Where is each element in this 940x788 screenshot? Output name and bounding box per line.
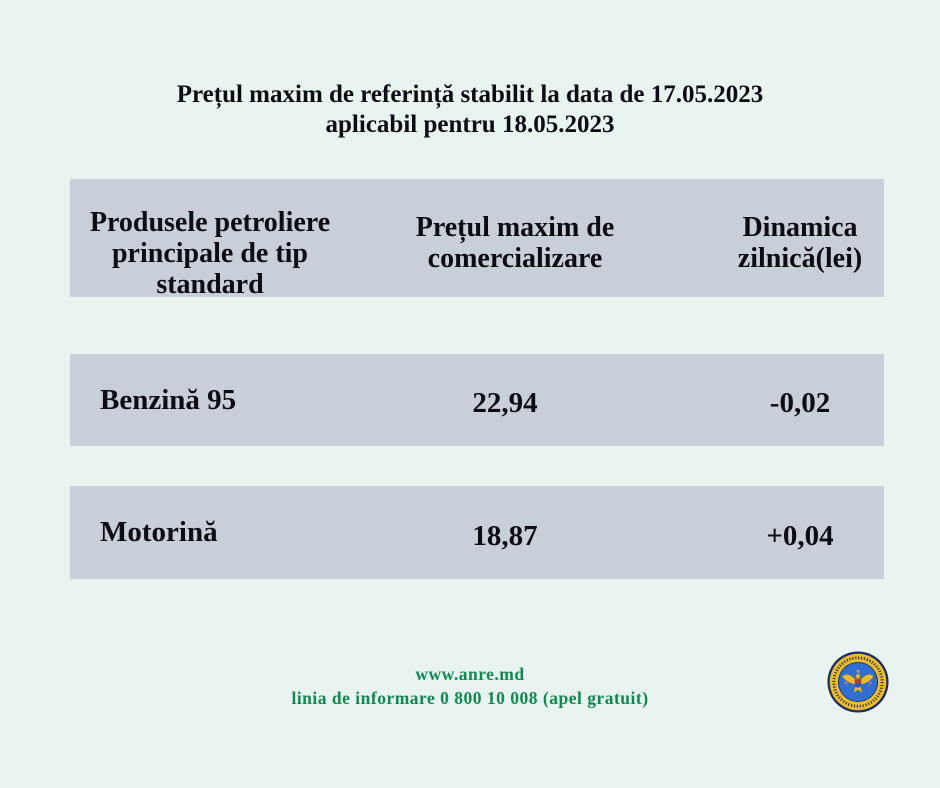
title-line-2: aplicabil pentru 18.05.2023 [325,111,615,138]
title-line-1: Prețul maxim de referință stabilit la data de 17.05.2023 [176,81,764,108]
product-name: Benzină 95 [100,383,237,416]
product-name: Motorină [100,516,218,548]
shield-shape [855,679,861,688]
table-header-row [70,179,884,300]
info-line-text: linia de informare 0 800 10 008 (apel gratuit) [291,688,649,708]
column-header-products: Produsele petroliere principale de tip standard [89,207,331,300]
daily-dynamic-value: +0,04 [766,519,834,552]
footer [0,662,940,710]
column-header-daily-dynamic: Dinamica zilnică(lei) [737,212,863,274]
table-row-motorina [70,486,884,579]
page-title [0,80,940,140]
max-price-value: 18,87 [472,519,538,552]
anre-moldova-emblem-icon [827,651,889,713]
column-header-max-price: Prețul maxim de comercializare [415,212,615,274]
website-link[interactable]: www.anre.md [415,664,525,684]
max-price-value: 22,94 [472,387,538,419]
daily-dynamic-value: -0,02 [769,387,831,419]
cross-icon [856,671,859,672]
table-row-benzina-95 [70,354,884,446]
